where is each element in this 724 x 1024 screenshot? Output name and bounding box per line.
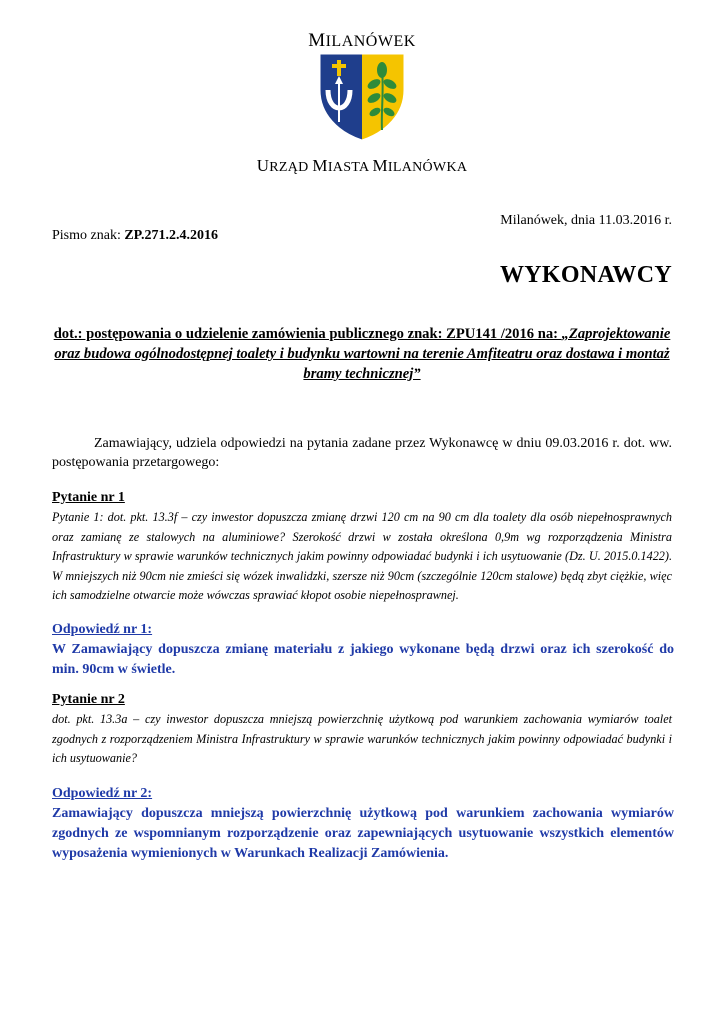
town-name: MILANÓWEK [308, 30, 416, 51]
question-1-title: Pytanie nr 1 [52, 490, 125, 505]
date-line: Milanówek, dnia 11.03.2016 r. [500, 213, 672, 228]
reference-line: Pismo znak: ZP.271.2.4.2016 [52, 228, 218, 243]
answer-2-body: Zamawiający dopuszcza mniejszą powierzchnię użytkową pod warunkiem zachowania wymiarów zgodnych ze wspomnianym rozporządzenie oraz zapewniających usytuowanie wszystkich elementów wyposażenia wymienionych w Warunkach Realizacji Zamówienia. [52, 806, 674, 861]
question-2-title: Pytanie nr 2 [52, 692, 125, 707]
answer-1-body: W Zamawiający dopuszcza zmianę materiału z jakiego wykonane będą drzwi oraz ich szerokość do min. 90cm w świetle. [52, 642, 674, 677]
addressee-heading: WYKONAWCY [499, 262, 672, 288]
reference-number: ZP.271.2.4.2016 [124, 228, 218, 243]
coat-of-arms-icon [318, 52, 406, 142]
subject-title: „Zaprojektowanie oraz budowa ogólnodostępnej toalety i budynku wartowni na terenie Amfiteatru oraz dostawa i montaż bramy technicznej” [54, 326, 671, 382]
subject-line: dot.: postępowania o udzielenie zamówienia publicznego znak: ZPU141 /2016 na: „Zaprojektowanie oraz budowa ogólnodostępnej toalety i budynku wartowni na terenie Amfiteatru oraz dostawa i montaż bramy technicznej” [53, 326, 671, 382]
office-name: URZĄD MIASTA MILANÓWKA [256, 156, 468, 175]
question-1-body: Pytanie 1: dot. pkt. 13.3f – czy inwestor dopuszcza zmianę drzwi 120 cm na 90 cm dla toalety dla osób niepełnosprawnych oraz zamianę ze stalowych na aluminiowe? Szerokość drzwi w została określona 0,9m wg rozporządzenia Ministra Infrastruktury w sprawie warunków technicznych jakim powinny odpowiadać budynki i ich usytuowanie (Dz. U. 2015.0.1422). W mniejszych niż 90cm nie zmieści się wózek inwalidzki, szersze niż 90cm (szczególnie 120cm stalowe) będą zbyt ciężkie, więc ich samodzielne otwarcie może wówczas sprawiać kłopot osobie niepełnosprawnej. [52, 510, 672, 602]
question-2-body: dot. pkt. 13.3a – czy inwestor dopuszcza mniejszą powierzchnię użytkową pod warunkiem zachowania wymiarów toalet zgodnych z rozporządzeniem Ministra Infrastruktury w sprawie warunków technicznych jakim powinny odpowiadać budynki i ich usytuowanie? [52, 712, 672, 765]
answer-2-title: Odpowiedź nr 2: [52, 786, 153, 801]
intro-paragraph: Zamawiający, udziela odpowiedzi na pytania zadane przez Wykonawcę w dniu 09.03.2016 r. dot. ww. postępowania przetargowego: [52, 436, 672, 470]
answer-1-title: Odpowiedź nr 1: [52, 622, 153, 637]
